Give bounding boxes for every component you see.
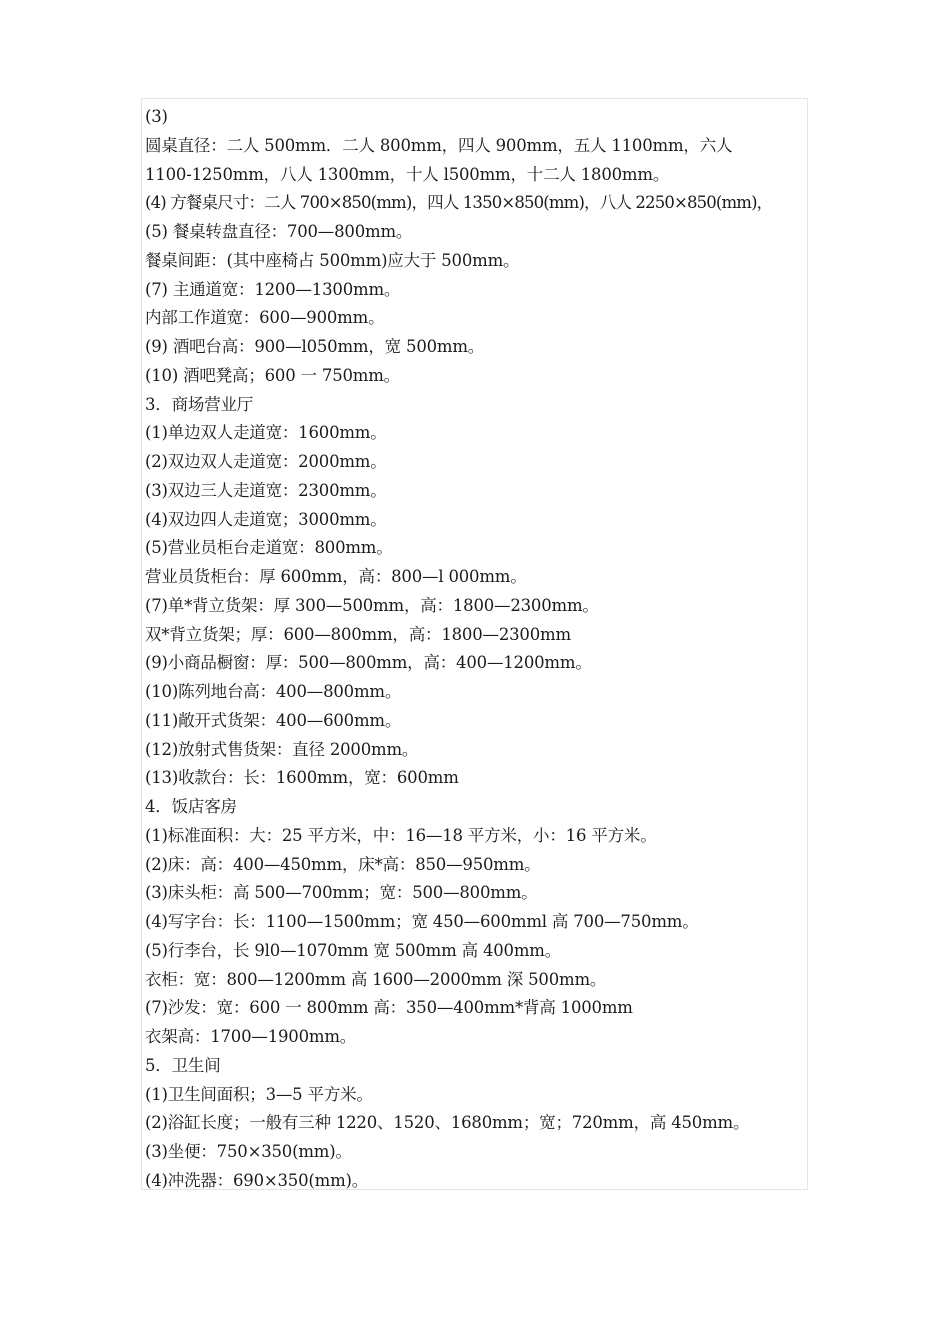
text-line: 衣架高：1700—1900mm。 — [145, 1027, 357, 1046]
text-line: (2)双边双人走道宽：2000mm。 — [145, 452, 387, 471]
document-body — [145, 103, 805, 1196]
text-line: (9) 酒吧台高：900—l050mm，宽 500mm。 — [145, 337, 485, 356]
text-line: (3) — [145, 107, 168, 126]
text-line: (2)床：高：400—450mm，床*高：850—950mm。 — [145, 854, 541, 874]
text-line: (4)写字台：长：1100—1500mm；宽 450—600mml 高 700—750mm。 — [145, 912, 699, 931]
text-line: 营业员货柜台：厚 600mm，高：800—l 000mm。 — [145, 567, 527, 586]
text-line: (5) 餐桌转盘直径：700—800mm。 — [145, 222, 413, 241]
text-line: 1100-1250mm，八人 1300mm，十人 l500mm，十二人 1800mm。 — [145, 164, 670, 184]
text-line: (5)营业员柜台走道宽：800mm。 — [145, 538, 393, 558]
text-line: 双*背立货架；厚：600—800mm，高：1800—2300mm — [145, 624, 571, 644]
section-heading: 5．卫生间 — [145, 1055, 221, 1075]
text-line: (2)浴缸长度；一般有三种 1220、1520、1680mm；宽；720mm，高 450mm。 — [145, 1113, 750, 1133]
text-line: (4)冲洗器：690×350(mm)。 — [145, 1170, 369, 1190]
text-line: (3)床头柜：高 500—700mm；宽：500—800mm。 — [145, 883, 538, 903]
section-heading: 4．饭店客房 — [145, 797, 237, 816]
text-line: (1)卫生间面积；3—5 平方米。 — [145, 1084, 373, 1104]
text-line: (1)单边双人走道宽：1600mm。 — [145, 423, 387, 443]
text-line: 圆桌直径：二人 500mm．二人 800mm，四人 900mm，五人 1100mm，六人 — [145, 135, 733, 155]
text-line: (11)敞开式货架：400—600mm。 — [145, 710, 402, 730]
text-line: (3)坐便：750×350(mm)。 — [145, 1142, 352, 1161]
text-line: (7)沙发：宽：600 一 800mm 高：350—400mm*背高 1000mm — [145, 998, 633, 1018]
text-line: 内部工作道宽：600—900mm。 — [145, 308, 385, 328]
text-line: (12)放射式售货架：直径 2000mm。 — [145, 739, 419, 759]
text-line: (7) 主通道宽：1200—1300mm。 — [145, 279, 401, 299]
text-line: (9)小商品橱窗：厚：500—800mm，高：400—1200mm。 — [145, 653, 592, 673]
text-line: (3)双边三人走道宽：2300mm。 — [145, 480, 387, 500]
text-line: (10) 酒吧凳高；600 一 750mm。 — [145, 365, 400, 385]
section-heading: 3．商场营业厅 — [145, 394, 254, 414]
text-line: (1)标准面积：大：25 平方米，中：16—18 平方米，小：16 平方米。 — [145, 825, 657, 845]
text-line: (7)单*背立货架：厚 300—500mm，高：1800—2300mm。 — [145, 595, 599, 615]
text-line: (5)行李台，长 9l0—1070mm 宽 500mm 高 400mm。 — [145, 940, 562, 960]
text-line: (4) 方餐桌尺寸：二人 700×850(mm)，四人 1350×850(mm)，八人 2250×850(mm)， — [145, 193, 773, 213]
text-line: (4)双边四人走道宽；3000mm。 — [145, 509, 387, 529]
text-line: 餐桌间距：(其中座椅占 500mm)应大于 500mm。 — [145, 250, 520, 270]
text-line: (10)陈列地台高：400—800mm。 — [145, 682, 402, 701]
text-line: 衣柜：宽：800—1200mm 高 1600—2000mm 深 500mm。 — [145, 969, 607, 989]
text-line: (13)收款台：长：1600mm，宽：600mm — [145, 768, 459, 788]
